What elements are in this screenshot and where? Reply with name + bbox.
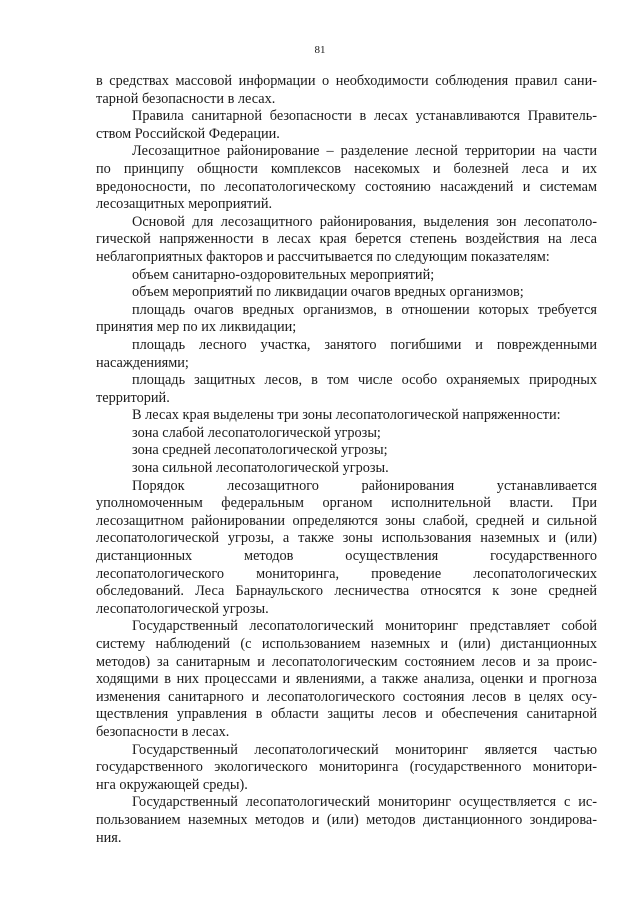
text-line: площадь очагов вредных организмов, в отношении которых требуется bbox=[132, 301, 597, 318]
text-line: уполномоченным федеральным органом исполнительной власти. При bbox=[96, 495, 597, 512]
text-line: по принципу общности комплексов насекомых и болезней леса и их bbox=[96, 160, 597, 177]
text-line: зона средней лесопатологической угрозы; bbox=[132, 442, 388, 459]
document-body bbox=[96, 73, 597, 847]
text-line: ния. bbox=[96, 829, 122, 846]
text-line: лесопатологической угрозы, а также зоны использования наземных и (или) bbox=[96, 530, 597, 547]
text-line: лесозащитных мероприятий. bbox=[96, 196, 273, 213]
text-line: дистанционных методов осуществления государственного bbox=[96, 548, 597, 565]
text-line: тарной безопасности в лесах. bbox=[96, 90, 276, 107]
text-line: вредоносности, по лесопатологическому состоянию насаждений и системам bbox=[96, 178, 597, 195]
text-line: изменения санитарного и лесопатологического состояния лесов в целях осу- bbox=[96, 688, 597, 705]
text-line: В лесах края выделены три зоны лесопатологической напряженности: bbox=[132, 407, 561, 424]
text-line: нга окружающей среды). bbox=[96, 776, 248, 793]
text-line: принятия мер по их ликвидации; bbox=[96, 319, 297, 336]
text-line: Основой для лесозащитного районирования, выделения зон лесопатоло- bbox=[132, 213, 597, 230]
text-line: насаждениями; bbox=[96, 354, 189, 371]
text-line: пользованием наземных методов и (или) методов дистанционного зондирова- bbox=[96, 811, 597, 828]
text-line: обследований. Леса Барнаульского лесничества относятся к зоне средней bbox=[96, 583, 597, 600]
text-line: Государственный лесопатологический мониторинг является частью bbox=[132, 741, 597, 758]
text-line: гической напряженности в лесах края берется степень воздействия на леса bbox=[96, 231, 597, 248]
text-line: безопасности в лесах. bbox=[96, 723, 230, 740]
text-line: ществления управления в области защиты лесов и обеспечения санитарной bbox=[96, 706, 597, 723]
text-line: лесопатологического мониторинга, проведение лесопатологических bbox=[96, 565, 597, 582]
text-line: объем мероприятий по ликвидации очагов вредных организмов; bbox=[132, 284, 524, 301]
text-line: площадь защитных лесов, в том числе особо охраняемых природных bbox=[132, 372, 597, 389]
text-line: систему наблюдений (с использованием наземных и (или) дистанционных bbox=[96, 636, 597, 652]
text-line: в средствах массовой информации о необходимости соблюдения правил сани- bbox=[96, 73, 597, 89]
text-line: территорий. bbox=[96, 389, 170, 406]
text-line: лесозащитном районировании определяются зоны слабой, средней и сильной bbox=[96, 512, 597, 529]
text-line: ством Российской Федерации. bbox=[96, 125, 280, 142]
text-line: Государственный лесопатологический мониторинг представляет собой bbox=[132, 618, 597, 635]
text-line: зона сильной лесопатологической угрозы. bbox=[132, 460, 389, 477]
text-line: объем санитарно-оздоровительных мероприятий; bbox=[132, 266, 435, 283]
text-line: государственного экологического мониторинга (государственного монитори- bbox=[96, 759, 597, 776]
text-line: площадь лесного участка, занятого погибшими и поврежденными bbox=[132, 336, 597, 353]
text-line: лесопатологической угрозы. bbox=[96, 600, 269, 617]
page-number: 81 bbox=[314, 44, 326, 56]
text-line: зона слабой лесопатологической угрозы; bbox=[132, 424, 381, 441]
text-line: Правила санитарной безопасности в лесах устанавливаются Правитель- bbox=[132, 108, 597, 125]
text-line: Порядок лесозащитного районирования устанавливается bbox=[132, 477, 597, 494]
text-line: методов) за санитарным и лесопатологическим состоянием лесов и за проис- bbox=[96, 653, 597, 670]
text-line: неблагоприятных факторов и рассчитывается по следующим показателям: bbox=[96, 248, 550, 265]
text-line: ходящими в них процессами и явлениями, а также анализа, оценки и прогноза bbox=[96, 671, 597, 688]
text-line: Лесозащитное районирование – разделение лесной территории на части bbox=[132, 143, 597, 160]
text-line: Государственный лесопатологический мониторинг осуществляется с ис- bbox=[132, 794, 597, 811]
